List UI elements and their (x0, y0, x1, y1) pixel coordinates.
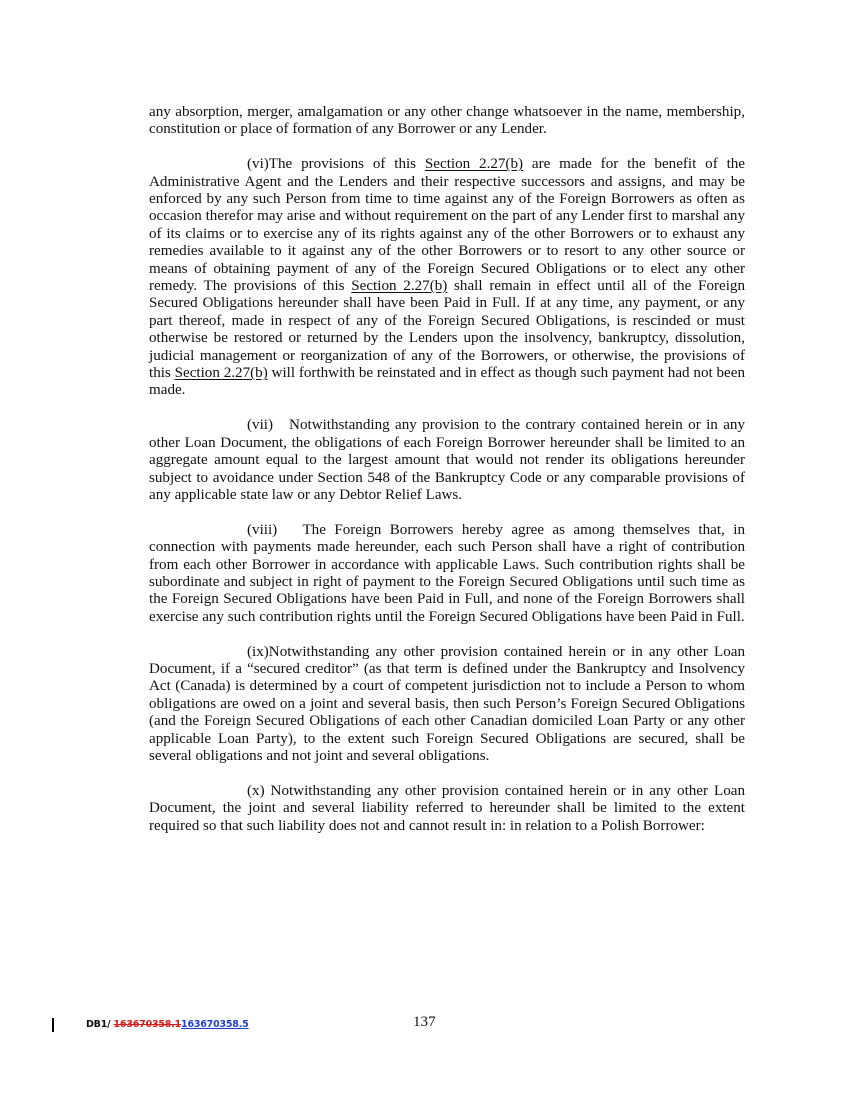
page-body (149, 104, 745, 852)
paragraph-vii (149, 417, 745, 504)
paragraph-ix (149, 644, 745, 766)
section-reference: Section 2.27(b) (351, 278, 448, 295)
paragraph-vi (149, 156, 745, 400)
paragraph-text-run: (vii) Notwithstanding any provision to the contrary contained herein or in any other Loan Document, the obligations of each Foreign Borrower hereunder shall be limited to an aggregate amount equal to the largest amount that would not render its obligations hereunder subject to avoidance under Section 548 of the Bankruptcy Code or any comparable provisions of any applicable state law or any Debtor Relief Laws. (149, 417, 745, 503)
paragraph-opening (149, 104, 745, 139)
inserted-document-id: 163670358.5 (181, 1019, 249, 1030)
paragraph-text-run: shall remain in effect until all of the Foreign Secured Obligations hereunder shall have been Paid in Full. If at any time, any payment, or any part thereof, made in respect of any of the Foreign Secured Obligations, is rescinded or must otherwise be restored or returned by the Lenders upon the insolvency, bankruptcy, dissolution, judicial management or reorganization of any of the Borrowers, or otherwise, the provisions of this (149, 278, 746, 382)
paragraph-text-run: will forthwith be reinstated and in effect as though such payment had not been made. (149, 365, 745, 399)
paragraph-text-run: are made for the benefit of the Administrative Agent and the Lenders and their respective successors and assigns, and may be enforced by any such Person from time to time against any of the Foreign Borrowers as often as occasion therefor may arise and without requirement on the part of any Lender first to marshal any of its claims or to exercise any of its rights against any of the other Borrowers or to exhaust any remedies available to it against any of the other Borrowers or to resort to any other source or means of obtaining payment of any of the Foreign Secured Obligations or to elect any other remedy. The provisions of this (149, 156, 746, 295)
paragraph-text-run: (viii) The Foreign Borrowers hereby agree as among themselves that, in connection with payments made hereunder, each such Person shall have a right of contribution from each other Borrower in accordance with applicable Laws. Such contribution rights shall be subordinate and subject in right of payment to the Foreign Secured Obligations until such time as the Foreign Secured Obligations have been Paid in Full, and none of the Foreign Borrowers shall exercise any such contribution rights until the Foreign Secured Obligations have been Paid in Full. (149, 521, 745, 625)
paragraph-text-run: any absorption, merger, amalgamation or any other change whatsoever in the name, membership, constitution or place of formation of any Borrower or any Lender. (149, 104, 745, 138)
section-reference: Section 2.27(b) (174, 365, 268, 382)
document-id (86, 1019, 249, 1030)
page-number: 137 (413, 1014, 436, 1030)
paragraph-text-run: (x) Notwithstanding any other provision contained herein or in any other Loan Document, the joint and several liability referred to hereunder shall be limited to the extent required so that such liability does not and cannot result in: in relation to a Polish Borrower: (149, 782, 745, 834)
deleted-document-id: 163670358.1 (113, 1019, 182, 1030)
paragraph-x (149, 783, 745, 835)
paragraph-viii (149, 522, 745, 626)
paragraph-text-run: (ix)Notwithstanding any other provision contained herein or in any other Loan Document, if a “secured creditor” (as that term is defined under the Bankruptcy and Insolvency Act (Canada) is determined by a court of competent jurisdiction not to include a Person to whom obligations are owed on a joint and several basis, then such Person’s Foreign Secured Obligations (and the Foreign Secured Obligations of each other Canadian domiciled Loan Party or any other applicable Loan Party), to the extent such Foreign Secured Obligations are secured, shall be several obligations and not joint and several obligations. (149, 643, 745, 764)
section-reference: Section 2.27(b) (424, 156, 524, 173)
change-bar (52, 1018, 54, 1032)
paragraph-text-run: (vi)The provisions of this (247, 156, 425, 173)
document-id-prefix: DB1/ (86, 1019, 114, 1030)
